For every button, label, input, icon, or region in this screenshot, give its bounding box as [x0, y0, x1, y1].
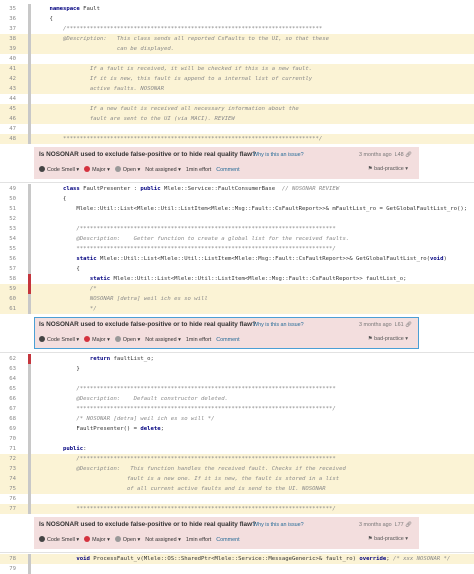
comment-text: @Description: This function handles the received fault. Checks if the received: [76, 466, 346, 472]
coverage-gutter: [28, 14, 31, 24]
code-line: [0, 304, 474, 314]
code-line: [0, 454, 474, 464]
code-content: FaultPresenter() = delete;: [36, 426, 164, 432]
code-smell-icon: [39, 536, 45, 542]
coverage-gutter: [28, 234, 31, 244]
why-issue-link[interactable]: Why is this an issue?: [253, 322, 304, 328]
code-content: [36, 384, 336, 394]
comment-link[interactable]: Comment: [216, 537, 240, 543]
coverage-gutter: [28, 364, 31, 374]
coverage-gutter: [28, 284, 31, 294]
code-content: {: [36, 266, 80, 272]
code-line: [0, 244, 474, 254]
code-content: [36, 504, 336, 514]
major-severity-icon: [84, 166, 90, 172]
issue-effort: 1min effort: [185, 337, 212, 343]
line-number[interactable]: 57: [9, 266, 16, 272]
issue-meta: [359, 522, 412, 528]
code-content: [36, 44, 174, 54]
keyword: public: [62, 446, 84, 452]
code-content: [36, 294, 208, 304]
issue-title[interactable]: Is NOSONAR used to exclude false-positive or to hide real quality flaw?: [39, 321, 256, 328]
code-line: [0, 374, 474, 384]
code-line: [0, 84, 474, 94]
coverage-gutter: [28, 54, 31, 64]
coverage-gutter: [28, 114, 31, 124]
code-content: namespace Fault: [49, 6, 101, 12]
code-line: [0, 274, 474, 284]
code-line: [0, 254, 474, 264]
tag-icon: ⚑: [367, 166, 373, 172]
issue-time: 3 months ago: [358, 322, 392, 328]
coverage-gutter: [28, 84, 31, 94]
code-content: return faultList_o;: [89, 356, 154, 362]
coverage-gutter: [28, 264, 31, 274]
code-line: [0, 204, 474, 214]
code-content: [36, 284, 97, 294]
line-number[interactable]: 71: [9, 446, 16, 452]
comment-text: of all current active faults and is send to the UI. NOSONAR: [126, 486, 326, 492]
line-number[interactable]: 66: [9, 396, 16, 402]
why-issue-link[interactable]: Why is this an issue?: [253, 522, 304, 528]
comment-text: /****************************************************************************: [76, 226, 336, 232]
coverage-gutter: [28, 494, 31, 504]
code-line: [0, 564, 474, 574]
issue-type[interactable]: Code Smell ▾: [39, 167, 79, 173]
issue-meta: [359, 322, 412, 328]
issue-status[interactable]: Open ▾: [115, 537, 140, 543]
comment-text: @Description: Default constructor deleted.: [76, 396, 228, 402]
keyword: static: [89, 276, 111, 282]
major-severity-icon: [84, 336, 90, 342]
comment-text: /* NOSONAR [detra] weil ich es so will */: [76, 416, 215, 422]
line-number[interactable]: 47: [9, 126, 16, 132]
line-number[interactable]: 38: [9, 36, 16, 42]
tag-icon: ⚑: [367, 536, 373, 542]
code-line: [0, 264, 474, 274]
line-number[interactable]: 76: [9, 496, 16, 502]
keyword: class: [62, 186, 80, 192]
comment-link[interactable]: Comment: [216, 337, 240, 343]
issue-severity[interactable]: Major ▾: [84, 337, 110, 343]
coverage-gutter: [28, 34, 31, 44]
code-content: [36, 74, 312, 84]
issue-assignee[interactable]: Not assigned ▾: [145, 537, 181, 543]
line-number[interactable]: 56: [9, 256, 16, 262]
separator: [0, 352, 474, 353]
line-number[interactable]: 40: [9, 56, 16, 62]
code-line: [0, 294, 474, 304]
coverage-gutter: [28, 244, 31, 254]
coverage-gutter: [28, 214, 31, 224]
code-content: }: [36, 366, 80, 372]
line-number[interactable]: 72: [9, 456, 16, 462]
code-line: [0, 134, 474, 144]
code-line: [0, 464, 474, 474]
code-content: {: [36, 196, 67, 202]
code-content: Mlele::Util::List<Mlele::Util::ListItem<Mlele::Msg::Fault::CsFaultReport>>& mFaultList_ro = GetGlobalFaultList_ro();: [36, 206, 468, 212]
comment-text: If a new fault is received all necessary information about the: [89, 106, 299, 112]
code-line: [0, 34, 474, 44]
issue-tags[interactable]: ⚑ bad-practice ▾: [367, 536, 408, 542]
code-content: static Mlele::Util::List<Mlele::Util::ListItem<Mlele::Msg::Fault::CsFaultReport>>& GetGlobalFaultList_ro(void): [76, 256, 447, 262]
code-content: class FaultPresenter : public Mlele::Service::FaultConsumerBase // NOSONAR REVIEW: [62, 186, 340, 192]
coverage-gutter: [28, 194, 31, 204]
code-content: [36, 304, 97, 314]
code-line: [0, 184, 474, 194]
code-smell-icon: [39, 166, 45, 172]
open-status-icon: [115, 166, 121, 172]
comment-link[interactable]: Comment: [216, 167, 240, 173]
code-line: [0, 474, 474, 484]
line-number[interactable]: 65: [9, 386, 16, 392]
line-number[interactable]: 68: [9, 416, 16, 422]
line-number[interactable]: 60: [9, 296, 16, 302]
comment-text: /****************************************************************************: [76, 456, 336, 462]
code-line: [0, 214, 474, 224]
code-line: [0, 14, 474, 24]
issue-type[interactable]: Code Smell ▾: [39, 537, 79, 543]
coverage-gutter: [28, 474, 31, 484]
line-number[interactable]: 37: [9, 26, 16, 32]
comment-text: fault is a new one. If it is new, the fault is stored in a list: [126, 476, 340, 482]
code-content: [36, 34, 329, 44]
code-line: [0, 24, 474, 34]
code-line: [0, 414, 474, 424]
line-number[interactable]: 75: [9, 486, 16, 492]
open-status-icon: [115, 336, 121, 342]
coverage-gutter: [28, 554, 31, 564]
code-content: static Mlele::Util::List<Mlele::Util::ListItem<Mlele::Msg::Fault::CsFaultReport>> faultList_o;: [89, 276, 407, 282]
comment-text: /*: [89, 286, 97, 292]
line-number[interactable]: 79: [9, 566, 16, 572]
line-number[interactable]: 48: [9, 136, 16, 142]
issue-severity[interactable]: Major ▾: [84, 537, 110, 543]
code-line: [0, 54, 474, 64]
keyword: return: [89, 356, 111, 362]
line-number[interactable]: 45: [9, 106, 16, 112]
code-line: [0, 434, 474, 444]
issue-time: 3 months ago: [358, 522, 392, 528]
line-number[interactable]: 36: [9, 16, 16, 22]
issue-type[interactable]: Code Smell ▾: [39, 337, 79, 343]
line-number[interactable]: 73: [9, 466, 16, 472]
line-number[interactable]: 61: [9, 306, 16, 312]
code-content: [36, 414, 215, 424]
code-content: [36, 404, 336, 414]
code-line: [0, 224, 474, 234]
line-number[interactable]: 49: [9, 186, 16, 192]
line-number[interactable]: 58: [9, 276, 16, 282]
issue-time: 3 months ago: [358, 152, 392, 158]
issue-line-ref[interactable]: L61: [394, 322, 404, 328]
line-number[interactable]: 59: [9, 286, 16, 292]
code-content: [36, 474, 339, 484]
line-number[interactable]: 42: [9, 76, 16, 82]
line-number[interactable]: 41: [9, 66, 16, 72]
coverage-gutter: [28, 374, 31, 384]
issue-box[interactable]: [34, 147, 419, 179]
code-line: [0, 284, 474, 294]
code-content: [36, 464, 346, 474]
code-line: [0, 394, 474, 404]
code-line: [0, 74, 474, 84]
line-number[interactable]: 62: [9, 356, 16, 362]
line-number[interactable]: 77: [9, 506, 16, 512]
code-content: [36, 484, 326, 494]
code-content: [36, 24, 322, 34]
issue-assignee[interactable]: Not assigned ▾: [145, 167, 181, 173]
issue-tags[interactable]: ⚑ bad-practice ▾: [367, 336, 408, 342]
issue-severity[interactable]: Major ▾: [84, 167, 110, 173]
issue-effort: 1min effort: [185, 167, 212, 173]
coverage-gutter: [28, 484, 31, 494]
comment-text: @Description: This class sends all reported CsFaults to the UI, so that these: [62, 36, 330, 42]
coverage-gutter: [28, 454, 31, 464]
comment-text: If a fault is received, it will be checked if this is a new fault.: [89, 66, 313, 72]
issue-box[interactable]: [34, 317, 419, 349]
comment-text: // NOSONAR REVIEW: [281, 186, 340, 192]
coverage-gutter: [28, 4, 31, 14]
code-content: [36, 64, 312, 74]
code-content: [36, 114, 235, 124]
coverage-gutter: [28, 224, 31, 234]
coverage-gutter: [28, 64, 31, 74]
issue-status[interactable]: Open ▾: [115, 167, 140, 173]
keyword: void: [76, 556, 90, 562]
line-number[interactable]: 55: [9, 246, 16, 252]
code-content: public:: [62, 446, 87, 452]
code-line: [0, 504, 474, 514]
comment-text: ****************************************************************************/: [76, 506, 336, 512]
line-number[interactable]: 54: [9, 236, 16, 242]
code-line: [0, 234, 474, 244]
coverage-gutter: [28, 434, 31, 444]
coverage-gutter: [28, 204, 31, 214]
coverage-gutter: [28, 74, 31, 84]
code-smell-icon: [39, 336, 45, 342]
line-number[interactable]: 43: [9, 86, 16, 92]
comment-text: /****************************************************************************: [76, 386, 336, 392]
separator: [0, 182, 474, 183]
line-number[interactable]: 74: [9, 476, 16, 482]
comment-text: fault are sent to the UI (via MACI). REVIEW: [89, 116, 235, 122]
coverage-gutter: [28, 134, 31, 144]
coverage-gutter: [28, 404, 31, 414]
keyword: override: [359, 556, 387, 562]
line-number[interactable]: 63: [9, 366, 16, 372]
issue-line-ref[interactable]: L77: [394, 522, 404, 528]
keyword: delete: [140, 426, 161, 432]
why-issue-link[interactable]: Why is this an issue?: [253, 152, 304, 158]
comment-text: NOSONAR [detra] weil ich es so will: [89, 296, 208, 302]
code-line: [0, 64, 474, 74]
comment-text: */: [89, 306, 97, 312]
issue-effort: 1min effort: [185, 537, 212, 543]
code-content: [36, 224, 336, 234]
line-number[interactable]: 35: [9, 6, 16, 12]
issue-tags[interactable]: ⚑ bad-practice ▾: [367, 166, 408, 172]
code-line: [0, 114, 474, 124]
code-content: [36, 234, 349, 244]
line-number[interactable]: 67: [9, 406, 16, 412]
code-line: [0, 484, 474, 494]
comment-text: /* xxx NOSONAR */: [393, 556, 451, 562]
separator: [0, 552, 474, 553]
code-line: [0, 194, 474, 204]
code-line: [0, 384, 474, 394]
comment-text: ****************************************************************************/: [76, 406, 336, 412]
code-content: void ProcessFault_v(Mlele::OS::SharedPtr<Mlele::Service::MessageGeneric>& fault_ro) override; /* xxx NOSONAR */: [76, 556, 451, 562]
line-number[interactable]: 69: [9, 426, 16, 432]
issue-line-ref[interactable]: L48: [394, 152, 404, 158]
comment-text: /****************************************************************************: [62, 26, 323, 32]
code-line: [0, 554, 474, 564]
coverage-gutter: [28, 394, 31, 404]
issue-title[interactable]: Is NOSONAR used to exclude false-positive or to hide real quality flaw?: [39, 151, 256, 158]
line-number[interactable]: 70: [9, 436, 16, 442]
code-line: [0, 364, 474, 374]
code-content: [36, 394, 228, 404]
coverage-gutter: [28, 104, 31, 114]
major-severity-icon: [84, 536, 90, 542]
code-line: [0, 494, 474, 504]
coverage-gutter: [28, 504, 31, 514]
line-number[interactable]: 46: [9, 116, 16, 122]
code-content: [36, 104, 299, 114]
link-icon[interactable]: 🔗︎: [405, 322, 412, 328]
coverage-gutter: [28, 464, 31, 474]
code-line: [0, 424, 474, 434]
comment-text: If it is new, this fault is append to a internal list of currently: [89, 76, 313, 82]
tag-icon: ⚑: [367, 336, 373, 342]
coverage-gutter: [28, 184, 31, 194]
comment-text: active faults. NOSONAR: [89, 86, 164, 92]
coverage-gutter: [28, 354, 31, 364]
coverage-gutter: [28, 124, 31, 134]
code-content: [36, 134, 322, 144]
issue-meta: [359, 152, 412, 158]
comment-text: can be displayed.: [62, 46, 175, 52]
coverage-gutter: [28, 274, 31, 284]
coverage-gutter: [28, 294, 31, 304]
coverage-gutter: [28, 94, 31, 104]
line-number[interactable]: 52: [9, 216, 16, 222]
coverage-gutter: [28, 424, 31, 434]
keyword: namespace: [49, 6, 80, 12]
coverage-gutter: [28, 304, 31, 314]
code-content: {: [36, 16, 53, 22]
line-number[interactable]: 53: [9, 226, 16, 232]
coverage-gutter: [28, 254, 31, 264]
link-icon[interactable]: 🔗︎: [405, 522, 412, 528]
coverage-gutter: [28, 44, 31, 54]
issue-title[interactable]: Is NOSONAR used to exclude false-positive or to hide real quality flaw?: [39, 521, 256, 528]
line-number[interactable]: 64: [9, 376, 16, 382]
line-number[interactable]: 44: [9, 96, 16, 102]
code-content: [36, 84, 164, 94]
line-number[interactable]: 51: [9, 206, 16, 212]
keyword: static: [76, 256, 97, 262]
code-line: [0, 124, 474, 134]
code-content: [36, 454, 336, 464]
comment-text: @Description: Getter function to create a global list for the received faults.: [76, 236, 350, 242]
code-content: [36, 244, 336, 254]
coverage-gutter: [28, 444, 31, 454]
coverage-gutter: [28, 24, 31, 34]
comment-text: ****************************************************************************/: [62, 136, 323, 142]
code-line: [0, 354, 474, 364]
keyword: public: [140, 186, 161, 192]
code-line: [0, 104, 474, 114]
keyword: void: [430, 256, 444, 262]
line-number[interactable]: 78: [9, 556, 16, 562]
coverage-gutter: [28, 414, 31, 424]
code-line: [0, 444, 474, 454]
code-line: [0, 94, 474, 104]
line-number[interactable]: 50: [9, 196, 16, 202]
issue-assignee[interactable]: Not assigned ▾: [145, 337, 181, 343]
code-line: [0, 4, 474, 14]
open-status-icon: [115, 536, 121, 542]
comment-text: ****************************************************************************/: [76, 246, 336, 252]
issue-status[interactable]: Open ▾: [115, 337, 140, 343]
line-number[interactable]: 39: [9, 46, 16, 52]
code-line: [0, 44, 474, 54]
link-icon[interactable]: 🔗︎: [405, 152, 412, 158]
coverage-gutter: [28, 564, 31, 574]
code-line: [0, 404, 474, 414]
coverage-gutter: [28, 384, 31, 394]
issue-box[interactable]: [34, 517, 419, 549]
